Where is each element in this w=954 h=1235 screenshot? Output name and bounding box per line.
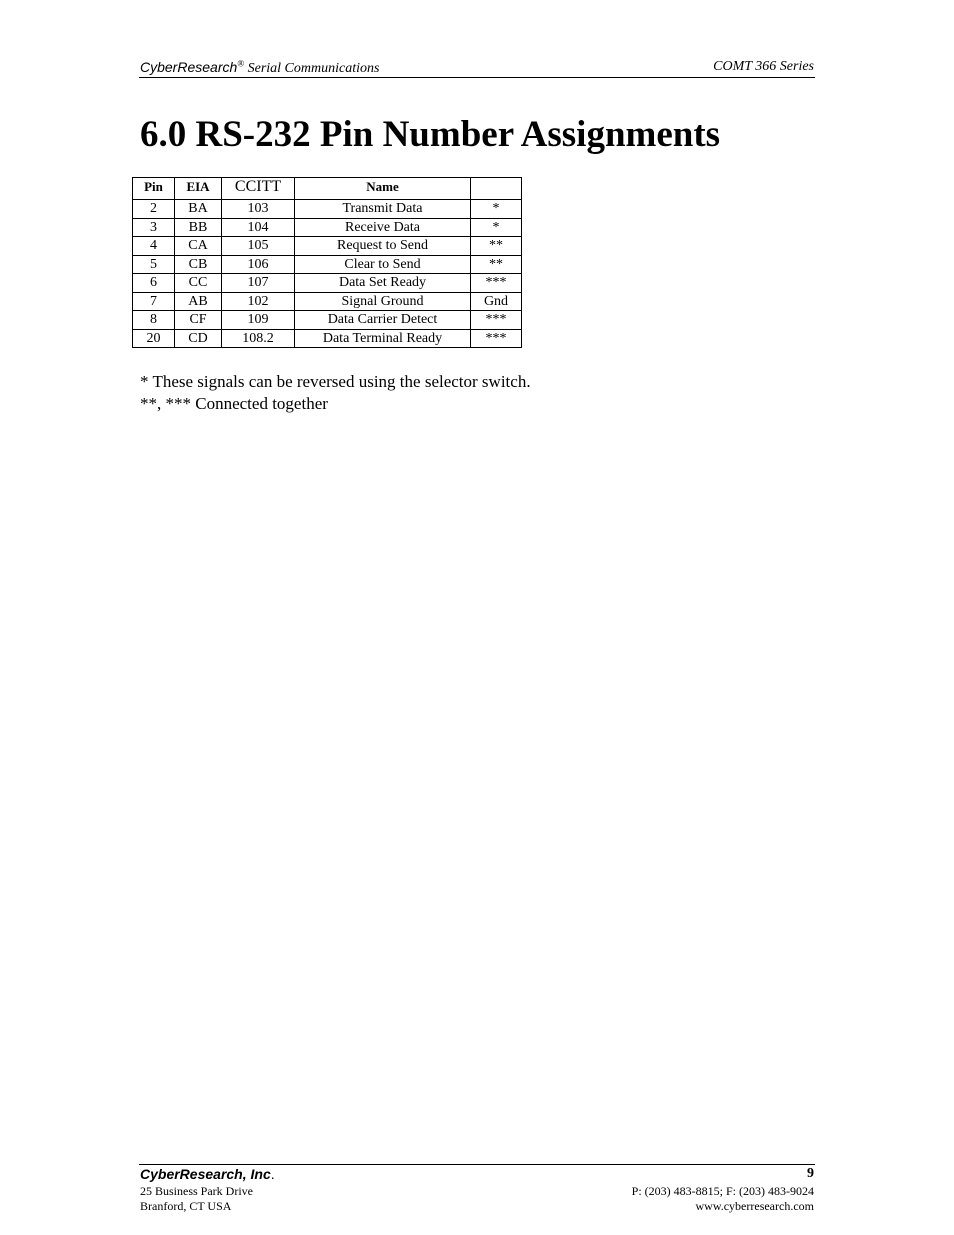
page-footer [139, 1164, 815, 1213]
table-row [133, 292, 522, 311]
header-pin: Pin [133, 178, 175, 200]
cell-ccitt: 105 [222, 237, 295, 256]
cell-pin: 6 [133, 274, 175, 293]
cell-name: Transmit Data [295, 200, 471, 219]
page-title: 6.0 RS-232 Pin Number Assignments [140, 114, 721, 155]
cell-ccitt: 107 [222, 274, 295, 293]
cell-pin: 3 [133, 218, 175, 237]
footer-company-name: CyberResearch, Inc [140, 1166, 271, 1182]
cell-name: Data Carrier Detect [295, 311, 471, 330]
cell-ccitt: 102 [222, 292, 295, 311]
pin-assignment-table [132, 177, 522, 348]
notes [140, 371, 531, 415]
cell-eia: CD [175, 329, 222, 348]
cell-ccitt: 104 [222, 218, 295, 237]
cell-name: Signal Ground [295, 292, 471, 311]
cell-name: Request to Send [295, 237, 471, 256]
cell-note: *** [471, 311, 522, 330]
header-subtitle: Serial Communications [244, 61, 380, 76]
header-ccitt: CCITT [222, 178, 295, 200]
cell-note: * [471, 200, 522, 219]
cell-name: Data Set Ready [295, 274, 471, 293]
table-row [133, 311, 522, 330]
table-row [133, 218, 522, 237]
cell-eia: CB [175, 255, 222, 274]
note-connected: **, *** Connected together [140, 394, 328, 413]
cell-eia: CC [175, 274, 222, 293]
cell-pin: 4 [133, 237, 175, 256]
table-row [133, 237, 522, 256]
header-series: COMT 366 Series [713, 59, 814, 74]
cell-eia: AB [175, 292, 222, 311]
cell-name: Clear to Send [295, 255, 471, 274]
cell-note: ** [471, 237, 522, 256]
header-brand: CyberResearch [140, 59, 238, 75]
cell-eia: BA [175, 200, 222, 219]
table-row [133, 274, 522, 293]
table-row [133, 329, 522, 348]
table-header-row [133, 178, 522, 200]
footer-phone: P: (203) 483-8815; F: (203) 483-9024 [631, 1184, 814, 1198]
page-header [139, 58, 815, 78]
cell-name: Data Terminal Ready [295, 329, 471, 348]
header-brand-line [140, 59, 379, 77]
footer-company [140, 1166, 275, 1182]
footer-address-line1: 25 Business Park Drive [140, 1184, 253, 1198]
registered-mark: ® [237, 58, 245, 69]
cell-pin: 8 [133, 311, 175, 330]
table-row [133, 255, 522, 274]
cell-pin: 7 [133, 292, 175, 311]
cell-ccitt: 108.2 [222, 329, 295, 348]
cell-ccitt: 109 [222, 311, 295, 330]
table-row [133, 200, 522, 219]
cell-note: Gnd [471, 292, 522, 311]
note-reversible: * These signals can be reversed using the selector switch. [140, 372, 531, 391]
cell-eia: CF [175, 311, 222, 330]
header-eia: EIA [175, 178, 222, 200]
footer-address-line2: Branford, CT USA [140, 1199, 232, 1213]
page-number: 9 [807, 1166, 814, 1181]
footer-website: www.cyberresearch.com [695, 1199, 814, 1213]
cell-ccitt: 106 [222, 255, 295, 274]
cell-note: ** [471, 255, 522, 274]
cell-note: *** [471, 329, 522, 348]
footer-company-dot: . [270, 1166, 275, 1182]
cell-eia: CA [175, 237, 222, 256]
header-note [471, 178, 522, 200]
header-name: Name [295, 178, 471, 200]
cell-note: *** [471, 274, 522, 293]
cell-eia: BB [175, 218, 222, 237]
cell-note: * [471, 218, 522, 237]
cell-ccitt: 103 [222, 200, 295, 219]
cell-pin: 20 [133, 329, 175, 348]
cell-name: Receive Data [295, 218, 471, 237]
cell-pin: 2 [133, 200, 175, 219]
cell-pin: 5 [133, 255, 175, 274]
